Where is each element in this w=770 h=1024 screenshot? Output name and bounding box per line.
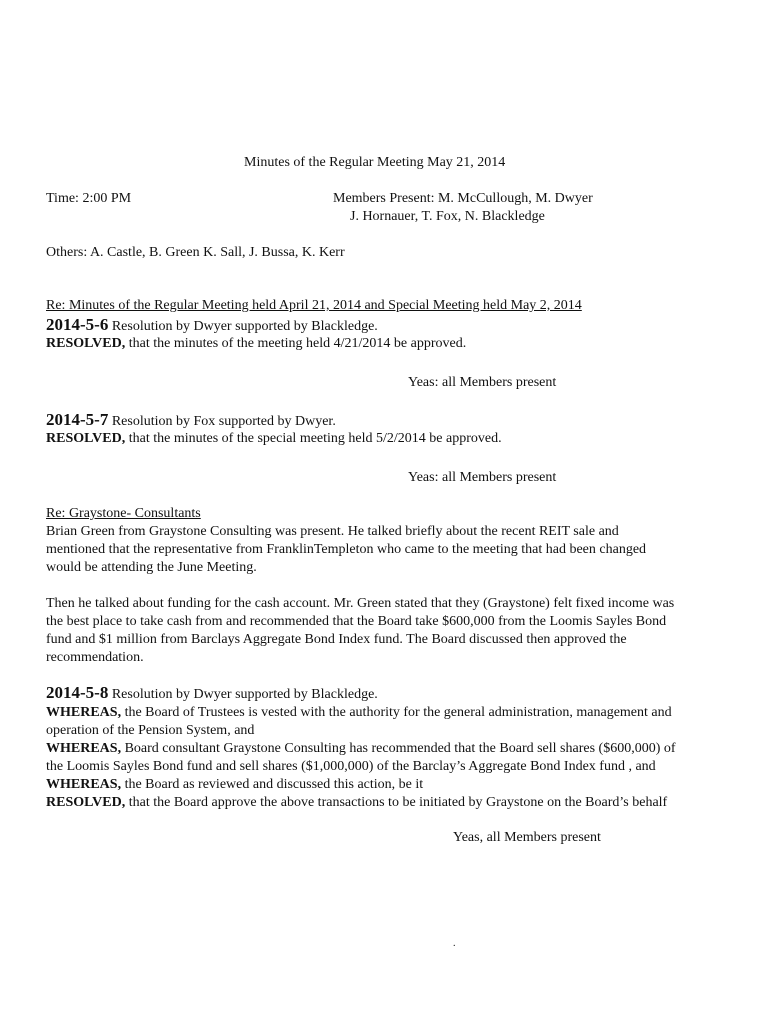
resolution-mover: Resolution by Fox supported by Dwyer. xyxy=(108,414,336,429)
resolution-number: 2014-5-8 xyxy=(46,683,109,702)
members-present-line1: Members Present: M. McCullough, M. Dwyer xyxy=(333,191,593,206)
resolution-number: 2014-5-6 xyxy=(46,315,109,334)
paragraph-2-line-4: recommendation. xyxy=(46,650,144,665)
whereas-text: Board consultant Graystone Consulting has recommended that the Board sell shares ($600,000) of xyxy=(121,741,676,756)
whereas-label: WHEREAS, xyxy=(46,741,122,756)
resolved-2014-5-8 xyxy=(46,794,667,812)
whereas-2-line-2: the Loomis Sayles Bond fund and sell shares ($1,000,000) of the Barclay’s Aggregate Bond Index fund , and xyxy=(46,759,656,774)
resolved-label: RESOLVED, xyxy=(46,795,126,810)
paragraph-2-line-2: the best place to take cash from and recommended that the Board take $600,000 from the Loomis Sayles Bond xyxy=(46,614,667,629)
page-title: Minutes of the Regular Meeting May 21, 2014 xyxy=(244,155,506,170)
whereas-1-line-1 xyxy=(46,704,672,722)
vote-result-2014-5-8: Yeas, all Members present xyxy=(453,830,601,845)
resolved-label: RESOLVED, xyxy=(46,336,126,351)
whereas-label: WHEREAS, xyxy=(46,777,122,792)
resolution-2014-5-7 xyxy=(46,411,336,431)
whereas-text: the Board as reviewed and discussed this action, be it xyxy=(121,777,424,792)
resolved-label: RESOLVED, xyxy=(46,431,126,446)
paragraph-1-line-3: would be attending the June Meeting. xyxy=(46,560,257,575)
resolution-number: 2014-5-7 xyxy=(46,410,109,429)
whereas-text: the Board of Trustees is vested with the authority for the general administration, management and xyxy=(121,705,672,720)
members-present-line2: J. Hornauer, T. Fox, N. Blackledge xyxy=(350,209,545,224)
paragraph-2-line-1: Then he talked about funding for the cash account. Mr. Green stated that they (Graystone) felt fixed income was xyxy=(46,596,675,611)
others-present: Others: A. Castle, B. Green K. Sall, J. Bussa, K. Kerr xyxy=(46,245,345,260)
vote-result-2014-5-6: Yeas: all Members present xyxy=(408,375,557,390)
resolution-mover: Resolution by Dwyer supported by Blackledge. xyxy=(108,687,378,702)
resolution-2014-5-6 xyxy=(46,316,378,336)
whereas-3 xyxy=(46,776,423,794)
paragraph-2-line-3: fund and $1 million from Barclays Aggregate Bond Index fund. The Board discussed then approved the xyxy=(46,632,627,647)
resolved-text: that the minutes of the meeting held 4/21/2014 be approved. xyxy=(125,336,467,351)
resolution-mover: Resolution by Dwyer supported by Blackledge. xyxy=(108,319,378,334)
resolved-text: that the Board approve the above transactions to be initiated by Graystone on the Board’s behalf xyxy=(125,795,668,810)
paragraph-1-line-1: Brian Green from Graystone Consulting was present. He talked briefly about the recent REIT sale and xyxy=(46,524,619,539)
section-heading-graystone: Re: Graystone- Consultants xyxy=(46,506,201,521)
resolution-2014-5-8 xyxy=(46,684,378,704)
vote-result-2014-5-7: Yeas: all Members present xyxy=(408,470,557,485)
resolved-text: that the minutes of the special meeting held 5/2/2014 be approved. xyxy=(125,431,502,446)
resolved-2014-5-7 xyxy=(46,430,502,448)
resolved-2014-5-6 xyxy=(46,335,466,353)
whereas-label: WHEREAS, xyxy=(46,705,122,720)
section-heading-minutes: Re: Minutes of the Regular Meeting held April 21, 2014 and Special Meeting held May 2, 2014 xyxy=(46,298,582,313)
meeting-time: Time: 2:00 PM xyxy=(46,191,132,206)
whereas-2-line-1 xyxy=(46,740,676,758)
whereas-1-line-2: operation of the Pension System, and xyxy=(46,723,255,738)
paragraph-1-line-2: mentioned that the representative from FranklinTempleton who came to the meeting that had been changed xyxy=(46,542,647,557)
footer-mark: . xyxy=(453,938,456,949)
